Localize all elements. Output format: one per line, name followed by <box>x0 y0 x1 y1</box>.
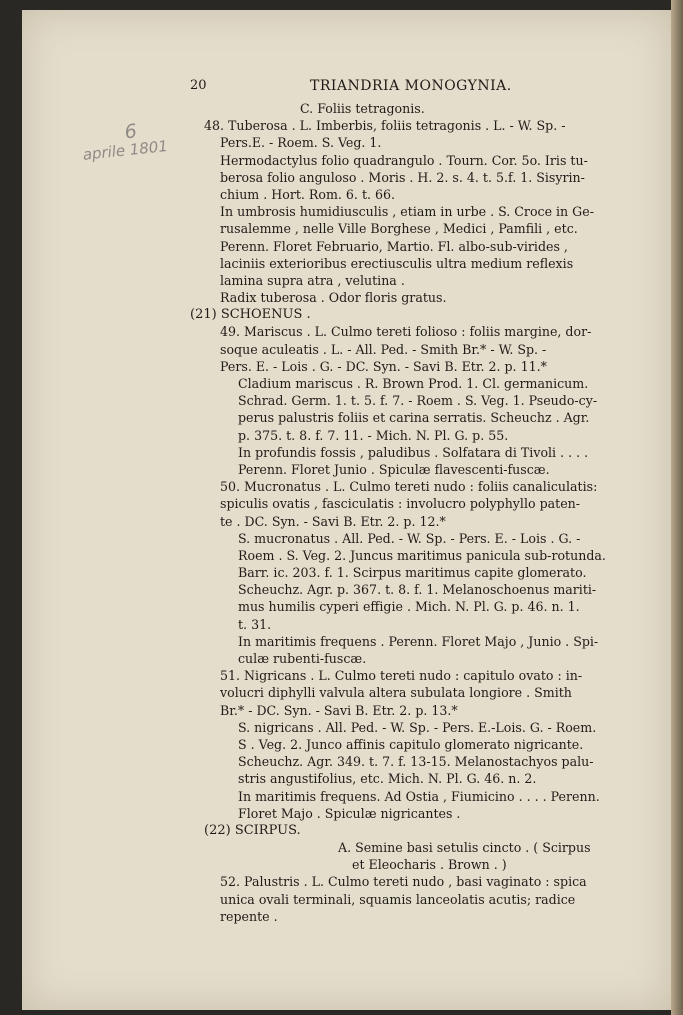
text-line: A. Semine basi setulis cincto . ( Scirpus <box>338 840 591 856</box>
text-line: In maritimis frequens. Ad Ostia , Fiumicino . . . . Perenn. <box>238 788 600 804</box>
text-line: S. nigricans . All. Ped. - W. Sp. - Pers. E.-Lois. G. - Roem. <box>238 719 597 735</box>
text-line: te . DC. Syn. - Savi B. Etr. 2. p. 12.* <box>220 513 446 529</box>
text-line: volucri diphylli valvula altera subulata longiore . Smith <box>220 685 572 701</box>
text-line: S . Veg. 2. Junco affinis capitulo glomerato nigricante. <box>238 736 584 752</box>
text-line: stris angustifolius, etc. Mich. N. Pl. G. 46. n. 2. <box>238 771 537 787</box>
handwritten-margin-note <box>80 119 169 164</box>
text-line: Cladium mariscus . R. Brown Prod. 1. Cl. germanicum. <box>238 376 589 391</box>
margin-note-date: aprile 1801 <box>81 136 169 164</box>
text-line: Floret Majo . Spiculæ nigricantes . <box>238 805 461 821</box>
text-line: et Eleocharis . Brown . ) <box>352 857 507 873</box>
text-line: Radix tuberosa . Odor floris gratus. <box>220 290 447 306</box>
text-line: spiculis ovatis , fasciculatis : involucro polyphyllo paten- <box>220 496 581 512</box>
text-line: 51. Nigricans . L. Culmo tereti nudo : capitulo ovato : in- <box>220 668 583 684</box>
text-line: Roem . S. Veg. 2. Juncus maritimus panicula sub-rotunda. <box>238 547 606 563</box>
margin-note-day: 6 <box>123 120 138 144</box>
text-line: In umbrosis humidiusculis , etiam in urbe . S. Croce in Ge- <box>220 204 594 220</box>
text-line: mus humilis cyperi effigie . Mich. N. Pl. G. p. 46. n. 1. <box>238 599 580 615</box>
page-edge <box>671 0 683 1015</box>
text-line: Schrad. Germ. 1. t. 5. f. 7. - Roem . S. Veg. 1. Pseudo-cy- <box>238 393 598 409</box>
text-line: (21) SCHOENUS . <box>190 307 311 323</box>
text-line: In profundis fossis , paludibus . Solfatara di Tivoli . . . . <box>238 444 589 460</box>
text-line: C. Foliis tetragonis. <box>300 101 425 116</box>
text-line: Perenn. Floret Junio . Spiculæ flavescenti-fuscæ. <box>238 461 550 477</box>
text-line: Br.* - DC. Syn. - Savi B. Etr. 2. p. 13.* <box>220 702 458 718</box>
text-line: S. mucronatus . All. Ped. - W. Sp. - Pers. E. - Lois . G. - <box>238 530 581 546</box>
text-line: Perenn. Floret Februario, Martio. Fl. albo-sub-virides , <box>220 238 568 254</box>
text-line: repente . <box>220 908 278 924</box>
text-line: chium . Hort. Rom. 6. t. 66. <box>220 186 396 202</box>
text-line: 50. Mucronatus . L. Culmo tereti nudo : foliis canaliculatis: <box>220 479 598 495</box>
text-line: culæ rubenti-fuscæ. <box>238 651 367 666</box>
text-line: berosa folio anguloso . Moris . H. 2. s. 4. t. 5.f. 1. Sisyrin- <box>220 169 585 185</box>
text-line: Barr. ic. 203. f. 1. Scirpus maritimus capite glomerato. <box>238 565 587 581</box>
text-line: 52. Palustris . L. Culmo tereti nudo , basi vaginato : spica <box>220 874 587 890</box>
page-body-text <box>190 100 646 925</box>
text-line: Scheuchz. Agr. 349. t. 7. f. 13-15. Melanostachyos palu- <box>238 754 594 770</box>
text-line: rusalemme , nelle Ville Borghese , Medici , Pamfili , etc. <box>220 221 578 237</box>
page-header <box>190 78 630 98</box>
text-line: laciniis exterioribus erectiusculis ultra medium reflexis <box>220 255 574 271</box>
text-line: 49. Mariscus . L. Culmo tereti folioso : foliis margine, dor- <box>220 324 592 340</box>
text-line: In maritimis frequens . Perenn. Floret Majo , Junio . Spi- <box>238 633 599 649</box>
text-line: lamina supra atra , velutina . <box>220 272 405 288</box>
text-line: soque aculeatis . L. - All. Ped. - Smith Br.* - W. Sp. - <box>220 341 547 357</box>
text-line: Scheuchz. Agr. p. 367. t. 8. f. 1. Melanoschoenus mariti- <box>238 582 597 598</box>
text-line: unica ovali terminali, squamis lanceolatis acutis; radice <box>220 891 576 907</box>
page-number: 20 <box>190 78 207 93</box>
text-line: (22) SCIRPUS. <box>204 822 301 838</box>
text-line: perus palustris foliis et carina serratis. Scheuchz . Agr. <box>238 410 590 426</box>
text-line: Pers.E. - Roem. S. Veg. 1. <box>220 135 382 151</box>
text-line: 48. Tuberosa . L. Imberbis, foliis tetragonis . L. - W. Sp. - <box>204 118 566 134</box>
running-head: TRIANDRIA MONOGYNIA. <box>310 78 512 94</box>
text-line: Hermodactylus folio quadrangulo . Tourn. Cor. 5o. Iris tu- <box>220 152 588 168</box>
text-line: t. 31. <box>238 616 272 632</box>
text-line: p. 375. t. 8. f. 7. 11. - Mich. N. Pl. G. p. 55. <box>238 427 509 443</box>
text-line: Pers. E. - Lois . G. - DC. Syn. - Savi B. Etr. 2. p. 11.* <box>220 358 547 374</box>
